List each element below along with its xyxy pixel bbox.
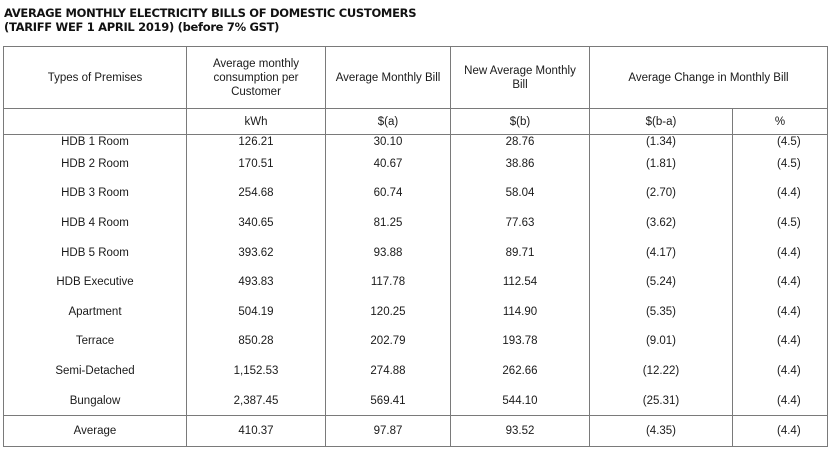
cell-premises: Bungalow [4,386,187,416]
cell-new-bill: 77.63 [451,208,590,238]
cell-premises: HDB 1 Room [4,135,187,150]
cell-new-bill: 262.66 [451,356,590,386]
cell-consumption: 493.83 [187,267,326,297]
table-row [4,386,828,416]
cell-consumption: 504.19 [187,297,326,327]
cell-consumption: 340.65 [187,208,326,238]
cell-change-pct: (4.4) [733,297,828,327]
cell-bill: 117.78 [326,267,451,297]
cell-bill: 569.41 [326,386,451,416]
unit-change-pct: % [733,109,828,135]
cell-bill: 81.25 [326,208,451,238]
cell-new-bill: 114.90 [451,297,590,327]
unit-change-amount: $(b-a) [590,109,733,135]
table-row [4,179,828,209]
cell-change-pct: (4.4) [733,327,828,357]
average-premises: Average [4,416,187,447]
cell-change-amount: (2.70) [590,179,733,209]
cell-change-pct: (4.5) [733,135,828,150]
table-row [4,356,828,386]
cell-bill: 60.74 [326,179,451,209]
units-premises-empty [4,109,187,135]
table-row [4,238,828,268]
cell-consumption: 1,152.53 [187,356,326,386]
average-row [4,416,828,447]
cell-new-bill: 89.71 [451,238,590,268]
cell-change-pct: (4.5) [733,149,828,179]
header-consumption: Average monthly consumption per Customer [187,47,326,109]
cell-change-amount: (1.34) [590,135,733,150]
cell-new-bill: 58.04 [451,179,590,209]
table-row [4,267,828,297]
document-title [4,6,416,34]
units-row [4,109,828,135]
cell-change-pct: (4.4) [733,179,828,209]
cell-change-pct: (4.4) [733,238,828,268]
cell-change-pct: (4.4) [733,386,828,416]
cell-change-amount: (4.17) [590,238,733,268]
average-change-amount: (4.35) [590,416,733,447]
cell-new-bill: 544.10 [451,386,590,416]
cell-bill: 30.10 [326,135,451,150]
cell-premises: HDB 3 Room [4,179,187,209]
header-change: Average Change in Monthly Bill [590,47,828,109]
cell-change-amount: (25.31) [590,386,733,416]
cell-bill: 274.88 [326,356,451,386]
cell-consumption: 170.51 [187,149,326,179]
cell-change-amount: (9.01) [590,327,733,357]
electricity-bills-table [3,46,828,447]
cell-change-amount: (1.81) [590,149,733,179]
unit-new-bill: $(b) [451,109,590,135]
header-new-bill: New Average Monthly Bill [451,47,590,109]
cell-change-pct: (4.5) [733,208,828,238]
cell-new-bill: 28.76 [451,135,590,150]
cell-consumption: 126.21 [187,135,326,150]
cell-change-pct: (4.4) [733,267,828,297]
average-change-pct: (4.4) [733,416,828,447]
cell-change-amount: (5.35) [590,297,733,327]
average-bill: 97.87 [326,416,451,447]
table-row [4,327,828,357]
table-row [4,297,828,327]
cell-new-bill: 112.54 [451,267,590,297]
cell-change-amount: (12.22) [590,356,733,386]
average-consumption: 410.37 [187,416,326,447]
unit-bill: $(a) [326,109,451,135]
title-line-1: AVERAGE MONTHLY ELECTRICITY BILLS OF DOMESTIC CUSTOMERS [4,6,417,20]
header-row [4,47,828,109]
cell-premises: HDB 5 Room [4,238,187,268]
cell-new-bill: 193.78 [451,327,590,357]
cell-bill: 93.88 [326,238,451,268]
cell-change-pct: (4.4) [733,356,828,386]
header-bill: Average Monthly Bill [326,47,451,109]
cell-premises: Apartment [4,297,187,327]
cell-consumption: 254.68 [187,179,326,209]
header-premises: Types of Premises [4,47,187,109]
cell-change-amount: (3.62) [590,208,733,238]
table-row [4,135,828,150]
title-line-2: (TARIFF WEF 1 APRIL 2019) (before 7% GST) [4,20,280,34]
cell-consumption: 2,387.45 [187,386,326,416]
cell-premises: HDB 2 Room [4,149,187,179]
average-new-bill: 93.52 [451,416,590,447]
unit-consumption: kWh [187,109,326,135]
cell-premises: HDB 4 Room [4,208,187,238]
table-row [4,208,828,238]
cell-consumption: 393.62 [187,238,326,268]
cell-bill: 202.79 [326,327,451,357]
cell-bill: 40.67 [326,149,451,179]
cell-change-amount: (5.24) [590,267,733,297]
cell-premises: Terrace [4,327,187,357]
cell-bill: 120.25 [326,297,451,327]
table-row [4,149,828,179]
cell-premises: Semi-Detached [4,356,187,386]
cell-premises: HDB Executive [4,267,187,297]
cell-consumption: 850.28 [187,327,326,357]
cell-new-bill: 38.86 [451,149,590,179]
